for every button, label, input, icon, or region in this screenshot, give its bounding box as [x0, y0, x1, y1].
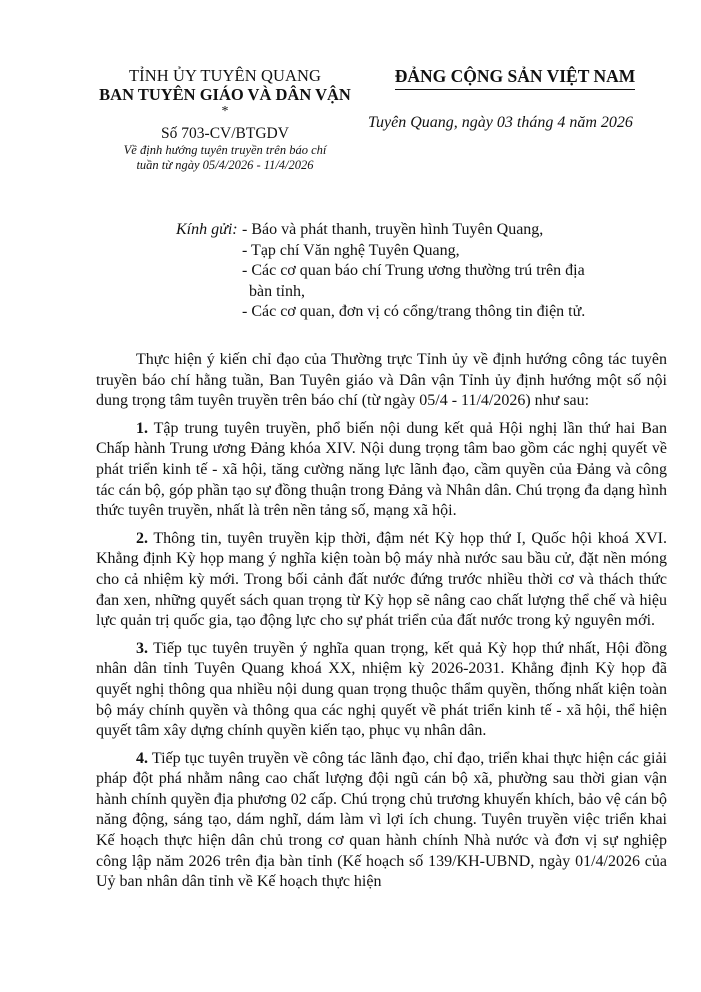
section-text: Tập trung tuyên truyền, phổ biến nội dung kết quả Hội nghị lần thứ hai Ban Chấp hành Trung ương Đảng khóa XIV. Nội dung trọng tâm bao gồm các nghị quyết về phát triển kinh tế - xã hội, tăng cường năng lực lãnh đạo, cầm quyền của Đảng và công tác cán bộ, góp phần tạo sự đồng thuận trong Đảng và Nhân dân. Chú trọng đa dạng hình thức tuyên truyền, nhất là trên nền tảng số, mạng xã hội. [96, 419, 667, 520]
section-text: Tiếp tục tuyên truyền ý nghĩa quan trọng, kết quả Kỳ họp thứ nhất, Hội đồng nhân dân tỉnh Tuyên Quang khoá XX, nhiệm kỳ 2026-2031. Khẳng định Kỳ họp đã quyết nghị thông qua nhiều nội dung quan trọng thuộc thẩm quyền, thống nhất kiện toàn bộ máy chính quyền và thông qua các nghị quyết về phát triển kinh tế - xã hội, thể hiện quyết tâm xây dựng chính quyền kiến tạo, phục vụ nhân dân. [96, 639, 667, 740]
section-number: 4. [136, 749, 148, 767]
national-header-block [360, 66, 670, 132]
section-number: 1. [136, 419, 148, 437]
place-date: Tuyên Quang, ngày 03 tháng 4 năm 2026 [368, 114, 633, 131]
subject-line-1: Về định hướng tuyên truyền trên báo chí [123, 143, 327, 157]
intro-paragraph: Thực hiện ý kiến chỉ đạo của Thường trực Tỉnh ủy về định hướng công tác tuyên truyền báo chí hằng tuần, Ban Tuyên giáo và Dân vận Tỉnh ủy định hướng một số nội dung trọng tâm tuyên truyền trên báo chí (từ ngày 05/4 - 11/4/2026) như sau: [96, 351, 667, 410]
national-title: ĐẢNG CỘNG SẢN VIỆT NAM [395, 66, 636, 90]
issuer-org: BAN TUYÊN GIÁO VÀ DÂN VẬN [99, 85, 351, 104]
recipient-item-continuation: bàn tỉnh, [249, 282, 305, 300]
letter-body [96, 350, 667, 900]
section-number: 3. [136, 639, 148, 657]
recipients-label: Kính gửi: [176, 221, 238, 238]
issuer-block [92, 66, 358, 173]
section-4 [96, 749, 667, 893]
section-2 [96, 529, 667, 632]
recipient-item: - Các cơ quan, đơn vị có cổng/trang thông tin điện tử. [242, 303, 586, 320]
subject-line-2: tuần từ ngày 05/4/2026 - 11/4/2026 [136, 158, 314, 172]
recipient-item: - Báo và phát thanh, truyền hình Tuyên Quang, [242, 221, 544, 238]
document-number: Số 703-CV/BTGDV [161, 125, 289, 142]
section-1 [96, 419, 667, 522]
section-3 [96, 639, 667, 742]
recipients-block [176, 220, 656, 323]
recipient-item: - Tạp chí Văn nghệ Tuyên Quang, [242, 241, 460, 259]
recipient-item: - Các cơ quan báo chí Trung ương thường trú trên địa [242, 262, 585, 279]
star-separator: * [221, 104, 229, 119]
section-text: Tiếp tục tuyên truyền về công tác lãnh đạo, chỉ đạo, triển khai thực hiện các giải pháp đột phá nhằm nâng cao chất lượng đội ngũ cán bộ xã, phường sau thời gian vận hành chính quyền địa phương 02 cấp. Chú trọng chủ trương khuyến khích, bảo vệ cán bộ năng động, sáng tạo, dám nghĩ, dám làm vì lợi ích chung. Tuyên truyền việc triển khai Kế hoạch thực hiện dân chủ trong cơ quan hành chính Nhà nước và đơn vị sự nghiệp công lập năm 2026 trên địa bàn tỉnh (Kế hoạch số 139/KH-UBND, ngày 01/4/2026 của Uỷ ban nhân dân tỉnh về Kế hoạch thực hiện [96, 749, 667, 891]
issuer-parent-org: TỈNH ỦY TUYÊN QUANG [128, 66, 322, 85]
section-number: 2. [136, 529, 148, 547]
section-text: Thông tin, tuyên truyền kịp thời, đậm nét Kỳ họp thứ I, Quốc hội khoá XVI. Khẳng định Kỳ họp mang ý nghĩa kiện toàn bộ máy nhà nước sau bầu cử, đặt nền móng cho cả nhiệm kỳ mới. Trong bối cảnh đất nước đứng trước nhiều thời cơ và thách thức đan xen, những quyết sách quan trọng từ Kỳ họp sẽ nâng cao chất lượng thể chế và hiệu lực quản trị quốc gia, tạo động lực cho sự phát triển của đất nước trong kỷ nguyên mới. [96, 529, 667, 630]
